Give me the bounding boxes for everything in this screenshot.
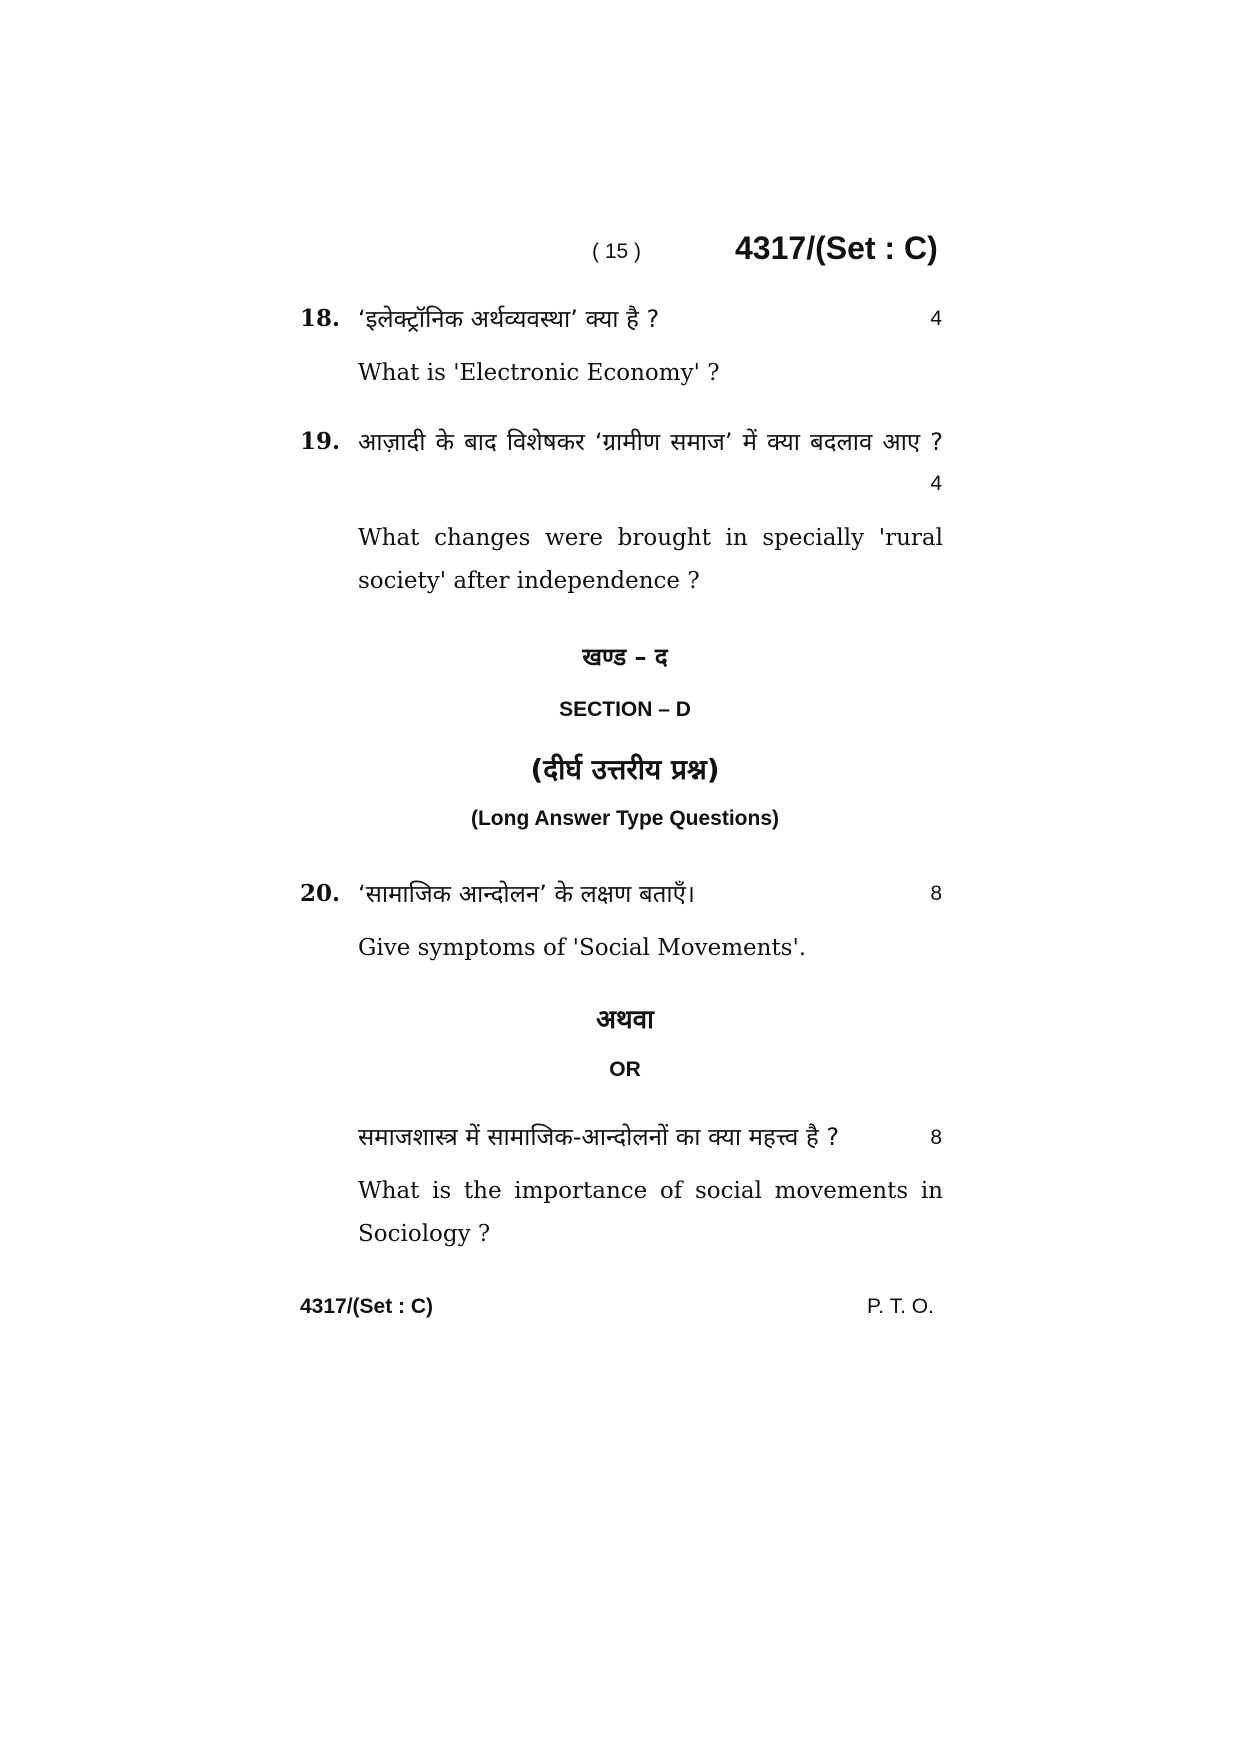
question-number-20: 20. — [300, 880, 341, 907]
question-20-marks: 8 — [930, 882, 942, 905]
question-18-marks: 4 — [930, 307, 942, 330]
question-18-english: What is 'Electronic Economy' ? — [358, 360, 720, 386]
question-20-alt-marks: 8 — [930, 1126, 942, 1149]
question-20-alt-english-line1: What is the importance of social movements in — [358, 1178, 943, 1204]
section-hindi-title: खण्ड – द — [582, 643, 668, 671]
paper-code-footer: 4317/(Set : C) — [300, 1295, 434, 1318]
question-18-hindi: ‘इलेक्ट्रॉनिक अर्थव्यवस्था’ क्या है ? — [358, 305, 660, 333]
section-english-subtitle: (Long Answer Type Questions) — [470, 807, 780, 830]
page-number: ( 15 ) — [592, 240, 642, 263]
question-20-english: Give symptoms of 'Social Movements'. — [358, 935, 807, 961]
or-english: OR — [609, 1058, 641, 1081]
question-20-alt-hindi: समाजशास्त्र में सामाजिक-आन्दोलनों का क्या महत्त्व है ? — [358, 1123, 840, 1151]
question-number-19: 19. — [300, 428, 341, 455]
question-19-marks: 4 — [930, 472, 942, 495]
question-20-hindi: ‘सामाजिक आन्दोलन’ के लक्षण बताएँ। — [358, 880, 695, 908]
question-19-english-line1: What changes were brought in specially 'rural — [358, 525, 943, 551]
section-hindi-subtitle: (दीर्घ उत्तरीय प्रश्न) — [530, 753, 720, 786]
or-hindi: अथवा — [596, 1005, 654, 1035]
pto-label: P. T. O. — [867, 1295, 934, 1318]
question-number-18: 18. — [300, 305, 341, 332]
question-19-english-line2: society' after independence ? — [358, 568, 700, 594]
question-19-hindi: आज़ादी के बाद विशेषकर ‘ग्रामीण समाज’ में क्या बदलाव आए ? — [358, 428, 943, 456]
question-20-alt-english-line2: Sociology ? — [358, 1221, 491, 1247]
section-english-title: SECTION – D — [559, 698, 691, 721]
paper-code-header: 4317/(Set : C) — [735, 230, 938, 266]
